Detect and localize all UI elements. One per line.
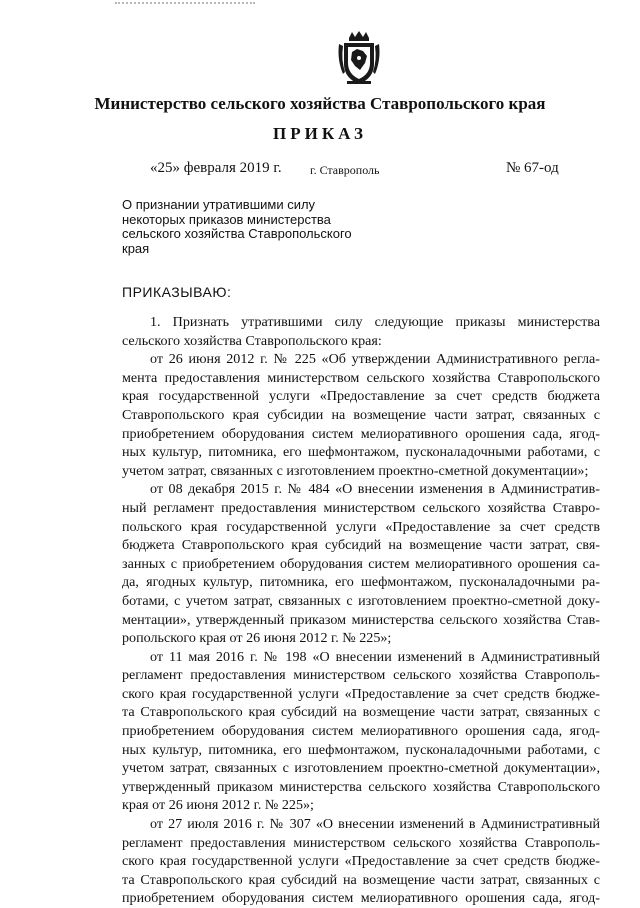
- body-line: да, ягодных культур, питомника, его шефмонтажом, пусконаладочными ра-: [122, 574, 600, 591]
- body-line: приобретением оборудования систем мелиоративного орошения сада, ягод-: [122, 425, 600, 442]
- body-line: ского края государственной услуги «Предоставление за счет средств бюдже-: [122, 685, 600, 702]
- body-line: ных культур, питомника, его шефмонтажом, пусконаладочными работами, с: [122, 741, 600, 758]
- subject-line: О признании утратившими силу: [122, 197, 316, 212]
- body-line: учетом затрат, связанных с изготовлением проектно-сметной документации»;: [122, 462, 589, 479]
- body-line: края государственной услуги «Предоставление за счет средств бюджета: [122, 388, 600, 405]
- scan-artifact: [115, 2, 255, 7]
- body-line: мента предоставления министерством сельского хозяйства Ставропольского: [122, 369, 600, 386]
- body-line: занных с приобретением оборудования систем мелиоративного орошения са-: [122, 555, 600, 572]
- body-line: регламент предоставления министерством сельского хозяйства Ставрополь-: [122, 834, 600, 851]
- body-line: от 27 июля 2016 г. № 307 «О внесении изменений в Административный: [150, 816, 600, 833]
- coat-of-arms-icon: [335, 30, 383, 86]
- body-line: Ставропольского края субсидии на возмещение части затрат, связанных с: [122, 406, 600, 423]
- document-number: № 67-од: [506, 160, 559, 176]
- body-line: от 11 мая 2016 г. № 198 «О внесении изменений в Административный: [150, 648, 600, 665]
- body-line: приобретением оборудования систем мелиоративного орошения сада, ягод-: [122, 890, 600, 907]
- body-line: ского края государственной услуги «Предоставление за счет средств бюдже-: [122, 853, 600, 870]
- body-line: утвержденный приказом министерства сельского хозяйства Ставропольского: [122, 778, 600, 795]
- body-line: приобретением оборудования систем мелиоративного орошения сада, ягод-: [122, 723, 600, 740]
- body-line: ных культур, питомника, его шефмонтажом, пусконаладочными работами, с: [122, 444, 600, 461]
- body-line: ментации», утвержденный приказом министерства сельского хозяйства Став-: [122, 611, 600, 628]
- body-line: та Ставропольского края субсидий на возмещение части затрат, связанных с: [122, 704, 600, 721]
- document-subject: [122, 198, 372, 256]
- ministry-name: Министерство сельского хозяйства Ставропольского края: [94, 94, 546, 113]
- body-line: бюджета Ставропольского края субсидий на возмещение части затрат, свя-: [122, 537, 600, 554]
- body-line: края от 26 июня 2012 г. № 225»;: [122, 797, 314, 814]
- body-line: сельского хозяйства Ставропольского края:: [122, 332, 382, 349]
- subject-line: сельского хозяйства Ставропольского: [122, 226, 352, 241]
- body-line: учетом затрат, связанных с изготовлением проектно-сметной документации»,: [122, 760, 600, 777]
- document-city: г. Ставрополь: [310, 163, 380, 177]
- subject-line: некоторых приказов министерства: [122, 211, 331, 227]
- body-line: польского края государственной услуги «Предоставление за счет средств: [122, 518, 600, 535]
- body-line: регламент предоставления министерством сельского хозяйства Ставрополь-: [122, 667, 600, 684]
- body-line: 1. Признать утратившими силу следующие приказы министерства: [150, 314, 600, 330]
- body-line: та Ставропольского края субсидий на возмещение части затрат, связанных с: [122, 871, 600, 888]
- body-line: ный регламент предоставления министерством сельского хозяйства Ставро-: [122, 499, 600, 516]
- body-line: ботами, с учетом затрат, связанных с изготовлением проектно-сметной доку-: [122, 592, 600, 609]
- document-body: [122, 313, 600, 908]
- document-type: ПРИКАЗ: [273, 124, 367, 143]
- subject-line: края: [122, 240, 150, 256]
- order-word: ПРИКАЗЫВАЮ:: [122, 284, 232, 300]
- body-line: от 08 декабря 2015 г. № 484 «О внесении изменения в Административ-: [150, 481, 600, 498]
- document-date: «25» февраля 2019 г.: [150, 160, 282, 176]
- body-line: от 26 июня 2012 г. № 225 «Об утверждении Административного регла-: [150, 351, 600, 368]
- body-line: ропольского края от 26 июня 2012 г. № 225»;: [122, 630, 392, 647]
